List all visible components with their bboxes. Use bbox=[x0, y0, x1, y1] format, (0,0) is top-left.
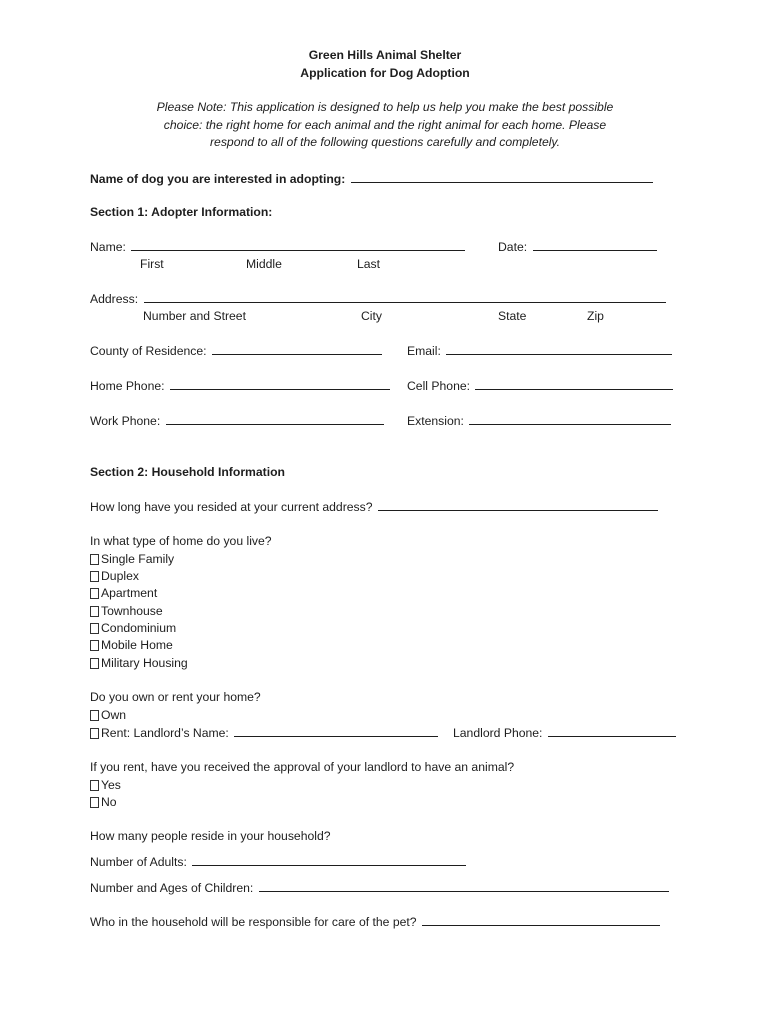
org-name: Green Hills Animal Shelter bbox=[308, 48, 462, 62]
work-phone-label: Work Phone: bbox=[90, 414, 161, 428]
county-field[interactable] bbox=[212, 342, 382, 355]
resided-row bbox=[90, 498, 658, 515]
home-type-option[interactable] bbox=[90, 585, 157, 601]
section-1-title: Section 1: Adopter Information: bbox=[90, 205, 273, 219]
dog-name-field[interactable] bbox=[351, 170, 653, 183]
home-type-label: Condominium bbox=[101, 621, 177, 635]
adults-label: Number of Adults: bbox=[90, 855, 187, 869]
home-type-option[interactable] bbox=[90, 620, 176, 636]
name-label: Name: bbox=[90, 240, 126, 254]
approval-question: If you rent, have you received the approval of your landlord to have an animal? bbox=[90, 760, 515, 774]
address-row bbox=[90, 290, 666, 307]
county-label: County of Residence: bbox=[90, 344, 207, 358]
sub-last: Last bbox=[357, 257, 381, 271]
sub-state: State bbox=[498, 309, 527, 323]
checkbox[interactable] bbox=[90, 658, 99, 669]
home-type-label: Military Housing bbox=[101, 656, 188, 670]
email-field[interactable] bbox=[446, 342, 672, 355]
landlord-phone-row bbox=[453, 724, 676, 741]
landlord-name-field[interactable] bbox=[234, 724, 438, 737]
no-label: No bbox=[101, 795, 117, 809]
landlord-phone-label: Landlord Phone: bbox=[453, 726, 543, 740]
note-line-3: respond to all of the following questions carefully and completely. bbox=[209, 135, 561, 149]
address-field[interactable] bbox=[144, 290, 666, 303]
home-type-question: In what type of home do you live? bbox=[90, 534, 272, 548]
rent-option[interactable] bbox=[90, 724, 438, 741]
checkbox[interactable] bbox=[90, 554, 99, 565]
home-type-option[interactable] bbox=[90, 603, 163, 619]
dog-name-row bbox=[90, 170, 653, 187]
dog-name-label: Name of dog you are interested in adopting: bbox=[90, 172, 346, 186]
checkbox[interactable] bbox=[90, 623, 99, 634]
home-phone-label: Home Phone: bbox=[90, 379, 165, 393]
extension-row bbox=[407, 412, 671, 429]
email-row bbox=[407, 342, 672, 359]
resided-field[interactable] bbox=[378, 498, 658, 511]
people-question: How many people reside in your household? bbox=[90, 829, 331, 843]
home-type-label: Single Family bbox=[101, 552, 175, 566]
name-field[interactable] bbox=[131, 238, 465, 251]
cell-phone-row bbox=[407, 377, 673, 394]
responsible-row bbox=[90, 913, 660, 930]
county-row bbox=[90, 342, 382, 359]
name-row bbox=[90, 238, 465, 255]
checkbox[interactable] bbox=[90, 588, 99, 599]
sub-first: First bbox=[140, 257, 164, 271]
home-type-option[interactable] bbox=[90, 655, 188, 671]
work-phone-field[interactable] bbox=[166, 412, 384, 425]
home-phone-row bbox=[90, 377, 390, 394]
sub-city: City bbox=[361, 309, 382, 323]
home-type-option[interactable] bbox=[90, 568, 139, 584]
email-label: Email: bbox=[407, 344, 441, 358]
home-phone-field[interactable] bbox=[170, 377, 390, 390]
responsible-field[interactable] bbox=[422, 913, 660, 926]
adults-row bbox=[90, 853, 466, 870]
yes-label: Yes bbox=[101, 778, 121, 792]
home-type-label: Duplex bbox=[101, 569, 139, 583]
extension-field[interactable] bbox=[469, 412, 671, 425]
sub-middle: Middle bbox=[246, 257, 282, 271]
children-row bbox=[90, 879, 669, 896]
own-option[interactable] bbox=[90, 707, 126, 723]
rent-label: Rent: Landlord’s Name: bbox=[101, 726, 229, 740]
no-option[interactable] bbox=[90, 794, 117, 810]
adults-field[interactable] bbox=[192, 853, 466, 866]
date-field[interactable] bbox=[533, 238, 657, 251]
checkbox[interactable] bbox=[90, 710, 99, 721]
date-label: Date: bbox=[498, 240, 528, 254]
note-line-2: choice: the right home for each animal and the right animal for each home. Please bbox=[163, 118, 607, 132]
cell-phone-field[interactable] bbox=[475, 377, 673, 390]
home-type-option[interactable] bbox=[90, 637, 173, 653]
checkbox[interactable] bbox=[90, 571, 99, 582]
yes-option[interactable] bbox=[90, 777, 121, 793]
home-type-label: Mobile Home bbox=[101, 638, 173, 652]
checkbox[interactable] bbox=[90, 780, 99, 791]
note-line-1: Please Note: This application is designed to help us help you make the best possible bbox=[156, 100, 614, 114]
work-phone-row bbox=[90, 412, 384, 429]
landlord-phone-field[interactable] bbox=[548, 724, 676, 737]
responsible-question: Who in the household will be responsible for care of the pet? bbox=[90, 915, 417, 929]
resided-question: How long have you resided at your current address? bbox=[90, 500, 373, 514]
checkbox[interactable] bbox=[90, 606, 99, 617]
checkbox[interactable] bbox=[90, 640, 99, 651]
extension-label: Extension: bbox=[407, 414, 464, 428]
checkbox[interactable] bbox=[90, 728, 99, 739]
own-rent-question: Do you own or rent your home? bbox=[90, 690, 261, 704]
children-label: Number and Ages of Children: bbox=[90, 881, 254, 895]
home-type-label: Apartment bbox=[101, 586, 158, 600]
checkbox[interactable] bbox=[90, 797, 99, 808]
home-type-label: Townhouse bbox=[101, 604, 163, 618]
cell-phone-label: Cell Phone: bbox=[407, 379, 471, 393]
section-2-title: Section 2: Household Information bbox=[90, 465, 286, 479]
form-title: Application for Dog Adoption bbox=[300, 66, 470, 80]
sub-street: Number and Street bbox=[143, 309, 246, 323]
address-label: Address: bbox=[90, 292, 139, 306]
sub-zip: Zip bbox=[587, 309, 604, 323]
home-type-option[interactable] bbox=[90, 551, 174, 567]
children-field[interactable] bbox=[259, 879, 669, 892]
date-row bbox=[498, 238, 657, 255]
own-label: Own bbox=[101, 708, 127, 722]
